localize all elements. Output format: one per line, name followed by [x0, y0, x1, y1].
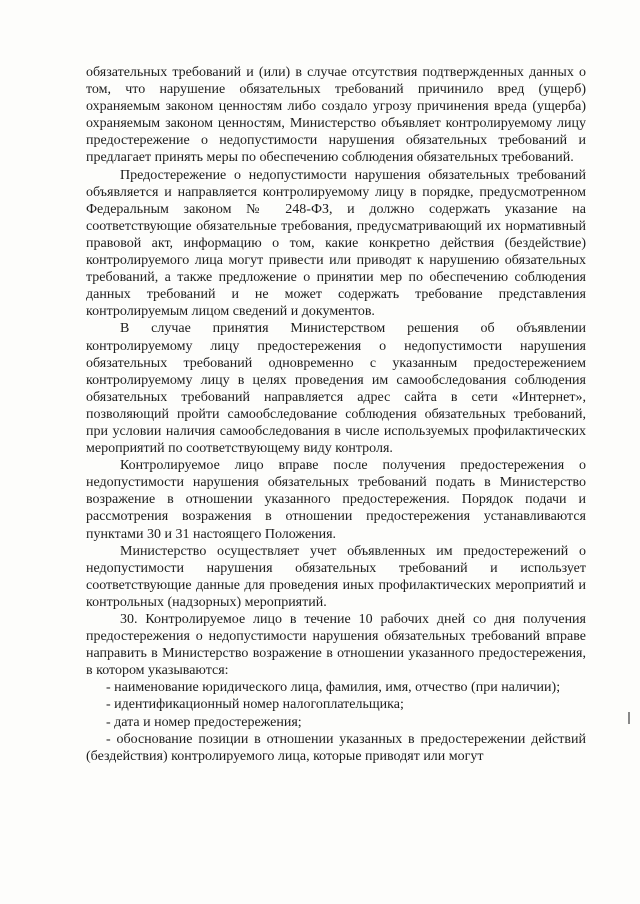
paragraph-continuation: обязательных требований и (или) в случае отсутствия подтвержденных данных о том, что нарушение обязательных требований причинило вред (ущерб) охраняемым законом ценностям либо создало угрозу причинения вреда (ущерба) охраняемым законом ценностям, Министерство объявляет контролируемому лицу предостережение о недопустимости нарушения обязательных требований и предлагает принять меры по обеспечению соблюдения обязательных требований.	[86, 65, 586, 166]
list-item-warning-date-number: - дата и номер предостережения;	[106, 714, 302, 730]
paragraph-objection-right: Контролируемое лицо вправе после получения предостережения о недопустимости нарушения обязательных требований подать в Министерство возражение в отношении указанного предостережения. Порядок подачи и рассмотрения возражения в отношении предостережения устанавливаются пунктами 30 и 31 настоящего Положения.	[86, 458, 586, 542]
paragraph-clause-30: 30. Контролируемое лицо в течение 10 рабочих дней со дня получения предостережения о недопустимости нарушения обязательных требований вправе направить в Министерство возражение в отношении указанного предостережения, в котором указываются:	[86, 612, 586, 679]
document-body	[86, 64, 586, 765]
list-item-entity-name: - наименование юридического лица, фамилия, имя, отчество (при наличии);	[106, 680, 561, 696]
paragraph-warning-records: Министерство осуществляет учет объявленных им предостережений о недопустимости нарушения обязательных требований и использует соответствующие данные для проведения иных профилактических мероприятий и контрольных (надзорных) мероприятий.	[86, 543, 586, 610]
paragraph-warning-content: Предостережение о недопустимости нарушения обязательных требований объявляется и направляется контролируемому лицу в порядке, предусмотренном Федеральным законом № 248-ФЗ, и должно содержать указание на соответствующие обязательные требования, предусматривающий их нормативный правовой акт, информацию о том, какие конкретно действия (бездействие) контролируемого лица могут привести или приводят к нарушению обязательных требований, а также предложение о принятии мер по обеспечению соблюдения данных требований и не может содержать требование представления контролируемым лицом сведений и документов.	[86, 167, 586, 320]
scan-edge-mark	[628, 712, 630, 724]
list-item-taxpayer-id: - идентификационный номер налогоплательщика;	[106, 697, 404, 713]
list-item-position-justification: - обоснование позиции в отношении указанных в предостережении действий (бездействия) контролируемого лица, которые приводят или могут	[86, 731, 586, 764]
paragraph-self-assessment: В случае принятия Министерством решения об объявлении контролируемому лицу предостережения о недопустимости нарушения обязательных требований одновременно с указанным предостережением контролируемому лицу в целях проведения им самообследования соблюдения обязательных требований направляется адрес сайта в сети «Интернет», позволяющий пройти самообследование соблюдения обязательных требований, при условии наличия самообследования в числе используемых профилактических мероприятий по соответствующему виду контроля.	[86, 321, 586, 457]
